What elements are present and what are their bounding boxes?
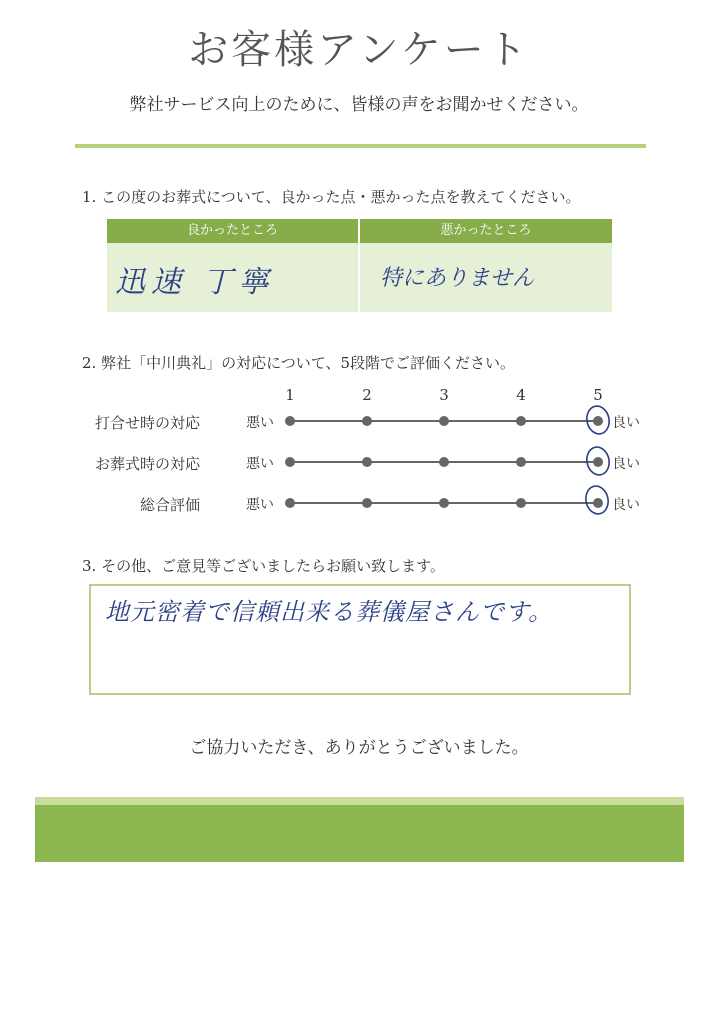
scale-label-1: 1 [285,386,295,404]
rating-circle-row-2 [584,445,611,477]
scale-label-5: 5 [593,386,603,404]
scale-label-3: 3 [439,386,449,404]
comment-box[interactable] [89,584,631,695]
bad-points-answer: 特にありません [380,266,535,291]
question-1: 1. この度のお葬式について、良かった点・悪かった点を教えてください。 [82,188,581,206]
rating-row-label: 総合評価 [139,496,200,514]
rating-circle-row-1 [584,404,611,436]
bad-end-label: 悪い [246,415,274,431]
bad-points-header: 悪かったところ [360,219,612,243]
scale-label-4: 4 [516,386,526,404]
page-subtitle: 弊社サービス向上のために、皆様の声をお聞かせください。 [129,95,589,115]
rating-row-label: 打合せ時の対応 [94,414,200,432]
good-end-label: 良い [612,497,640,513]
bad-end-label: 悪い [246,456,274,472]
thanks-message: ご協力いただき、ありがとうございました。 [189,738,529,758]
comment-answer: 地元密着で信頼出来る葬儀屋さんです。 [105,598,554,626]
good-end-label: 良い [612,456,640,472]
page-title: お客様アンケート [188,27,530,73]
question-3: 3. その他、ご意見等ございましたらお願い致します。 [82,557,445,575]
question-2: 2. 弊社「中川典礼」の対応について、5段階でご評価ください。 [82,354,516,372]
scale-label-2: 2 [362,386,372,404]
good-end-label: 良い [612,415,640,431]
good-points-header: 良かったところ [107,219,358,243]
rating-row-label: お葬式時の対応 [94,455,200,473]
good-points-answer: 迅速 丁寧 [115,265,275,300]
footer-band [35,805,684,862]
rating-circle-row-3 [583,484,610,516]
bad-end-label: 悪い [246,497,274,513]
footer-band-light [35,797,684,805]
